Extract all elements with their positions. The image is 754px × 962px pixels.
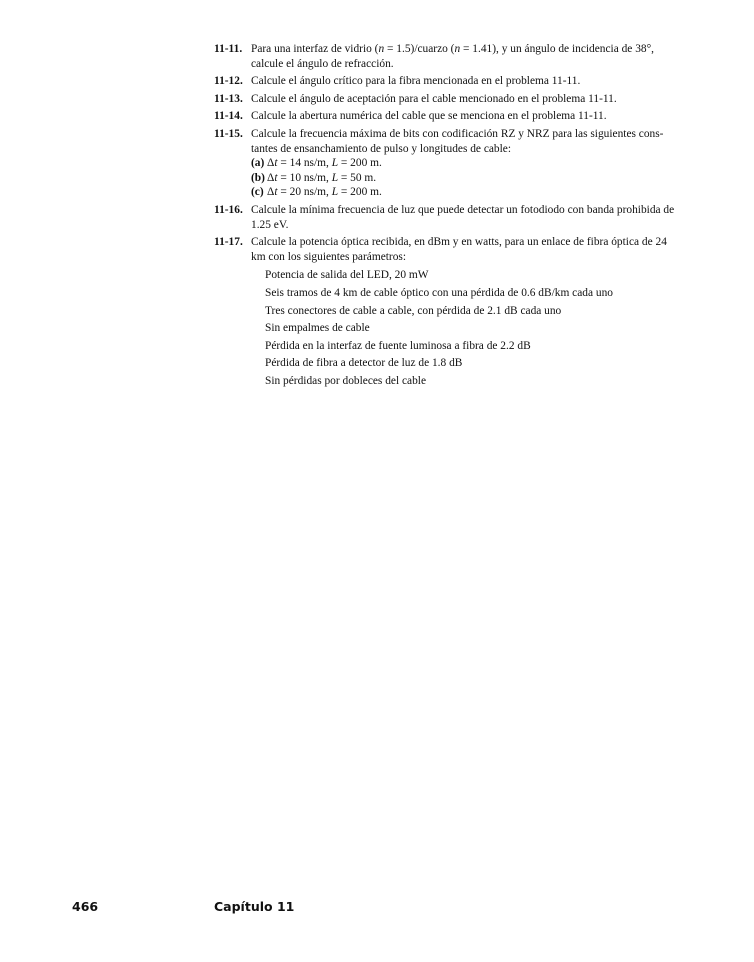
problem-number: 11-11. xyxy=(214,43,243,55)
parameter-item: Sin empalmes de cable xyxy=(265,322,370,335)
problem-text-line2: 1.25 eV. xyxy=(251,218,289,231)
problem-11-12 xyxy=(214,74,696,89)
problem-number: 11-15. xyxy=(214,127,243,140)
problem-11-16 xyxy=(214,203,696,232)
parameter-item: Pérdida de fibra a detector de luz de 1.8 dB xyxy=(265,357,463,370)
problem-11-13 xyxy=(214,92,696,107)
problem-text: Para una interfaz de vidrio (n = 1.5)/cuarzo (n = 1.41), y un ángulo de incidencia de 38°, xyxy=(251,43,655,55)
parameter-item: Potencia de salida del LED, 20 mW xyxy=(265,269,429,282)
subitem-a: (a) Δt = 14 ns/m, L = 200 m. xyxy=(251,157,382,170)
problem-text: Calcule el ángulo de aceptación para el cable mencionado en el problema 11-11. xyxy=(251,92,617,105)
problem-11-17 xyxy=(214,235,696,390)
parameter-list xyxy=(251,267,696,390)
problem-text-line2: calcule el ángulo de refracción. xyxy=(251,57,394,70)
problem-number: 11-14. xyxy=(214,110,243,123)
problem-text: Calcule la potencia óptica recibida, en dBm y en watts, para un enlace de fibra óptica de 24 xyxy=(251,236,667,249)
problem-text-line2: tantes de ensanchamiento de pulso y longitudes de cable: xyxy=(251,142,512,155)
problem-text: Calcule la abertura numérica del cable que se menciona en el problema 11-11. xyxy=(251,110,607,123)
parameter-item: Seis tramos de 4 km de cable óptico con una pérdida de 0.6 dB/km cada uno xyxy=(265,286,613,299)
problem-number: 11-17. xyxy=(214,236,243,249)
problem-list xyxy=(214,42,696,393)
problem-number: 11-12. xyxy=(214,75,243,88)
problem-text: Calcule la frecuencia máxima de bits con codificación RZ y NRZ para las siguientes cons- xyxy=(251,127,664,140)
subitem-c: (c) Δt = 20 ns/m, L = 200 m. xyxy=(251,186,382,199)
problem-11-15 xyxy=(214,127,696,200)
problem-11-11 xyxy=(214,42,696,71)
problem-number: 11-13. xyxy=(214,92,243,105)
problem-text: Calcule la mínima frecuencia de luz que puede detectar un fotodiodo con banda prohibida de xyxy=(251,203,675,216)
subitem-b: (b) Δt = 10 ns/m, L = 50 m. xyxy=(251,171,377,184)
problem-text-line2: km con los siguientes parámetros: xyxy=(251,250,407,263)
parameter-item: Sin pérdidas por dobleces del cable xyxy=(265,374,426,387)
parameter-item: Tres conectores de cable a cable, con pérdida de 2.1 dB cada uno xyxy=(265,304,562,317)
problem-text: Calcule el ángulo crítico para la fibra mencionada en el problema 11-11. xyxy=(251,75,581,88)
problem-11-14 xyxy=(214,109,696,124)
page-number: 466 xyxy=(72,899,99,914)
problem-number: 11-16. xyxy=(214,203,243,216)
parameter-item: Pérdida en la interfaz de fuente luminosa a fibra de 2.2 dB xyxy=(265,339,531,352)
chapter-label: Capítulo 11 xyxy=(214,899,295,914)
